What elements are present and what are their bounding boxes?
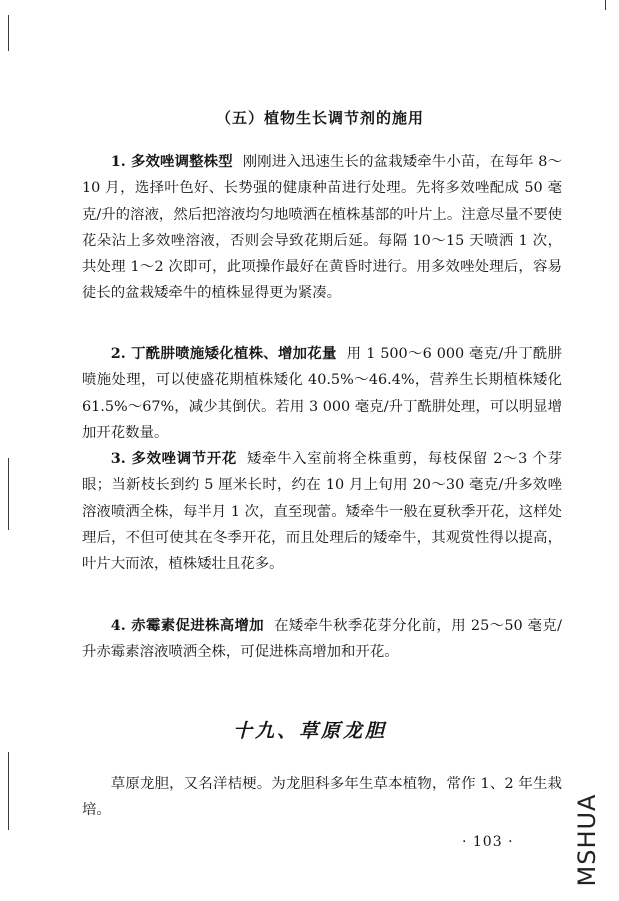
paragraph-lead: 4. 赤霉素促进株高增加 <box>110 617 265 634</box>
paragraph-1 <box>82 149 562 307</box>
scan-edge-line <box>8 15 9 51</box>
paragraph-2 <box>82 341 562 446</box>
paragraph-lead: 1. 多效唑调整株型 <box>110 153 233 170</box>
page-number: · 103 · <box>462 834 514 850</box>
paragraph-text: 在矮牵牛秋季花芽分化前，用 25～50 毫克/升赤霉素溶液喷洒全株，可促进株高增加和开花。 <box>82 618 562 661</box>
scan-edge-line <box>605 0 606 10</box>
watermark-text: MSHUA <box>573 793 601 887</box>
watermark <box>567 790 607 890</box>
paragraph-3 <box>82 446 562 577</box>
paragraph-4 <box>82 613 562 666</box>
paragraph-lead: 3. 多效唑调节开花 <box>110 450 237 467</box>
paragraph-lead: 2. 丁酰肼喷施矮化植株、增加花量 <box>110 345 337 362</box>
scan-edge-line <box>8 752 9 830</box>
chapter-intro: 草原龙胆，又名洋桔梗。为龙胆科多年生草本植物，常作 1、2 年生栽培。 <box>82 776 562 819</box>
paragraph-text: 用 1 500～6 000 毫克/升丁酰肼喷施处理，可以使盛花期植株矮化 40.5%～46.4%，营养生长期植株矮化 61.5%～67%，减少其倒伏。若用 3 000 毫克/升丁酰肼处理，可以明显增加开花数量。 <box>82 346 562 441</box>
chapter-title: 十九、草原龙胆 <box>232 720 387 742</box>
section-heading: （五）植物生长调节剂的施用 <box>215 109 424 127</box>
scan-edge-line <box>8 458 9 530</box>
paragraph-text: 矮牵牛入室前将全株重剪，每枝保留 2～3 个芽眼；当新枝长到约 5 厘米长时，约在 10 月上旬用 20～30 毫克/升多效唑溶液喷洒全株，每半月 1 次，直至现蕾。矮牵牛一般在夏秋季开花，这样处理后，不但可使其在冬季开花，而且处理后的矮牵牛，其观赏性得以提高，叶片大而浓，植株矮壮且花多。 <box>82 451 562 573</box>
paragraph-text: 刚刚进入迅速生长的盆栽矮牵牛小苗，在每年 8～10 月，选择叶色好、长势强的健康种苗进行处理。先将多效唑配成 50 毫克/升的溶液，然后把溶液均匀地喷洒在植株基部的叶片上。注意尽量不要使花朵沾上多效唑溶液，否则会导致花期后延。每隔 10～15 天喷洒 1 次，共处理 1～2 次即可，此项操作最好在黄昏时进行。用多效唑处理后，容易徒长的盆栽矮牵牛的植株显得更为紧凑。 <box>82 154 562 302</box>
